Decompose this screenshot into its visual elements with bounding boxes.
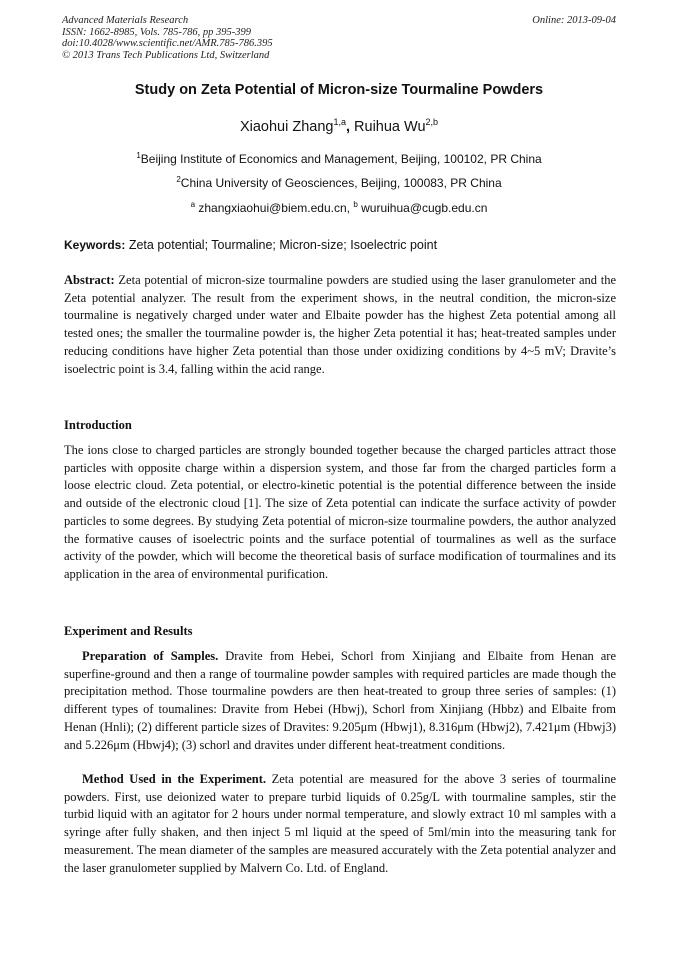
keywords-text: Zeta potential; Tourmaline; Micron-size; Isoelectric point: [125, 238, 438, 252]
affiliation-text: Beijing Institute of Economics and Management, Beijing, 100102, PR China: [140, 152, 542, 166]
affiliation-text: China University of Geosciences, Beijing, 100083, PR China: [180, 176, 502, 190]
author-name: Xiaohui Zhang: [239, 118, 334, 135]
keywords-label: Keywords:: [64, 238, 126, 252]
affiliation-2: [0, 175, 678, 190]
affiliation-1: [0, 151, 678, 166]
introduction-paragraph: The ions close to charged particles are strongly bounded together because the charged particles attract those particles with opposite charge within a dispersion system, and those far from the charged particles form a loose electric cloud. Zeta potential, or electro-kinetic potential is the potential difference between the inside and outside of the electronic cloud [1]. The size of Zeta potential can indicate the surface activity of powder particles to some degrees. By studying Zeta potential of micron-size tourmaline powders, the author analyzed the formative causes of isoelectric points and the surface potential of tourmalines as well as the surface activity of the powder, which will become the theoretical basis of surface modification of tourmalines and its application in the area of environmental purification.: [64, 443, 616, 581]
journal-header: [62, 15, 616, 61]
method-paragraph: [64, 771, 616, 877]
author-name: Ruihua Wu: [350, 118, 426, 135]
affiliation-superscript: 2: [176, 175, 181, 184]
affiliation-superscript: 1: [136, 151, 141, 160]
author-line: [0, 117, 678, 135]
preparation-label: Preparation of Samples.: [82, 649, 219, 663]
preparation-paragraph: [64, 648, 616, 754]
doi-line: doi:10.4028/www.scientific.net/AMR.785-786.395: [62, 38, 273, 49]
email-line: [0, 200, 678, 215]
online-date: Online: 2013-09-04: [532, 15, 616, 26]
introduction-heading: Introduction: [64, 418, 132, 432]
email-superscript: b: [353, 200, 358, 209]
copyright-line: © 2013 Trans Tech Publications Ltd, Switzerland: [62, 49, 270, 61]
author-superscript: 1,a: [333, 117, 346, 127]
abstract-label: Abstract:: [64, 273, 115, 287]
method-label: Method Used in the Experiment.: [82, 772, 266, 786]
experiment-heading: Experiment and Results: [64, 624, 193, 638]
journal-name: Advanced Materials Research: [62, 15, 189, 26]
email-address: zhangxiaohui@biem.edu.cn,: [195, 201, 354, 215]
paper-title: Study on Zeta Potential of Micron-size Tourmaline Powders: [134, 82, 544, 98]
abstract-text: Zeta potential of micron-size tourmaline powders are studied using the laser granulometer and the Zeta potential analyzer. The result from the experiment shows, in the neutral condition, the micron-size tourmaline is negatively charged under water and Elbaite powder has the highest Zeta potential among all tested ones; the smaller the tourmaline powder is, the higher Zeta potential it has; heat-treated samples under reducing conditions have higher Zeta potential than those under oxidizing conditions by 4~5 mV; Dravite’s isoelectric point is 3.4, falling within the acid range.: [64, 273, 616, 376]
author-separator: ,: [345, 118, 351, 135]
keywords-line: [64, 238, 616, 252]
issn-line: ISSN: 1662-8985, Vols. 785-786, pp 395-399: [62, 26, 251, 38]
method-text: Zeta potential are measured for the above 3 series of tourmaline powders. First, use deionized water to prepare turbid liquids of 0.25g/L with tourmaline samples, stir the turbid liquid with an agitator for 2 hours under normal temperature, and slowly extract 10 ml samples with a syringe after fully shaken, and then inject 5 ml liquid at the speed of 5ml/min into the measuring tank for measurement. The mean diameter of the samples are measured accurately with the Zeta potential analyzer and the laser granulometer supplied by Malvern Co. Ltd. of England.: [64, 772, 617, 875]
email-superscript: a: [190, 200, 196, 209]
preparation-text: Dravite from Hebei, Schorl from Xinjiang and Elbaite from Henan are superfine-ground and then a range of tourmaline powder samples with required particles are made though the precipitation method. Those tourmaline powders are then heat-treated to group three series of samples: (1) different types of toumalines: Dravite from Hebei (Hbwj), Schorl from Xinjiang (Hbbz) and Elbaite from Henan (Hnli); (2) different particle sizes of Dravites: 9.205μm (Hbwj1), 8.316μm (Hbwj2), 7.421μm (Hbwj3) and 5.226μm (Hbwj4); (3) schorl and dravites under different heat-treatment conditions.: [64, 649, 616, 752]
email-address: wuruihua@cugb.edu.cn: [357, 201, 488, 215]
abstract-paragraph: [64, 272, 616, 378]
author-superscript: 2,b: [425, 117, 439, 127]
